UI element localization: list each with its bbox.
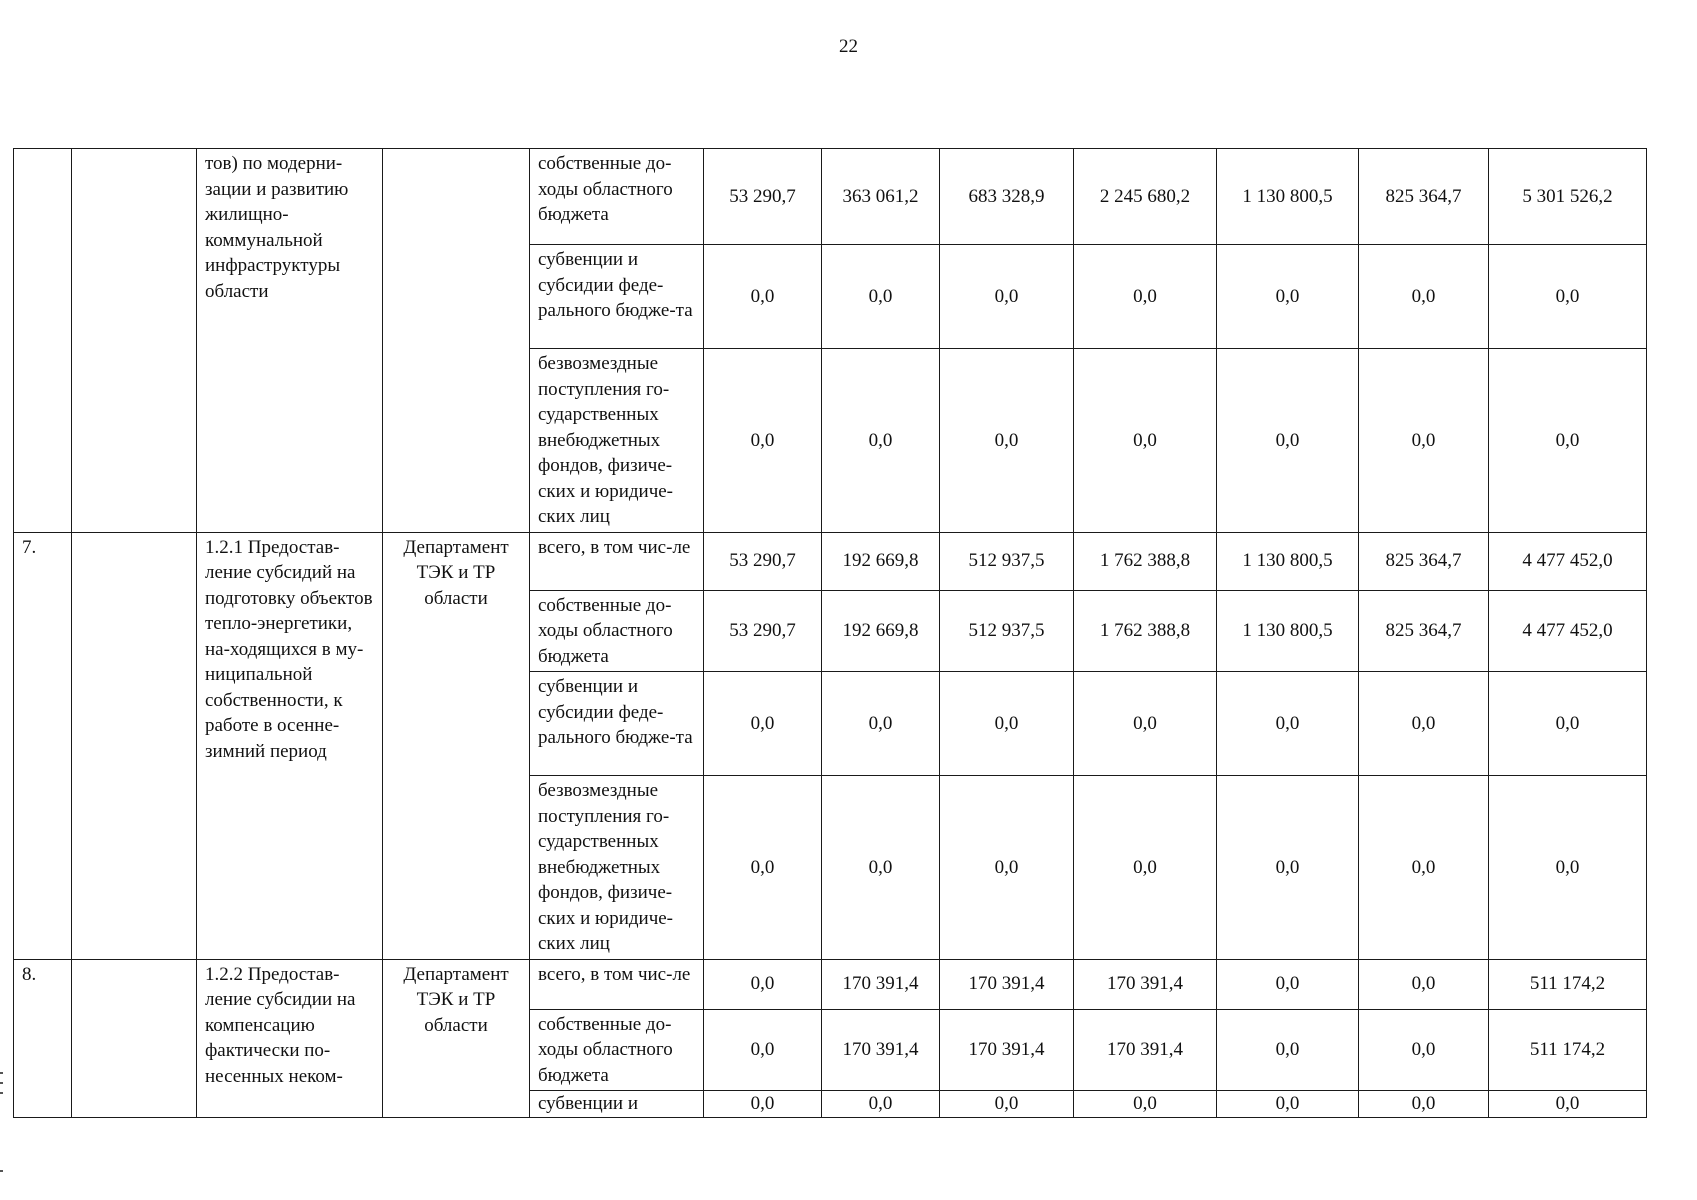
value-cell: 0,0 xyxy=(1217,1009,1359,1091)
value-cell: 1 130 800,5 xyxy=(1217,590,1359,672)
value-cell: 825 364,7 xyxy=(1359,532,1489,590)
value-cell: 170 391,4 xyxy=(1074,959,1217,1009)
scan-artifact xyxy=(0,1092,3,1094)
value-cell: 0,0 xyxy=(704,1009,822,1091)
value-cell: 53 290,7 xyxy=(704,590,822,672)
value-cell: 0,0 xyxy=(822,1091,940,1118)
value-cell: 1 762 388,8 xyxy=(1074,590,1217,672)
item-number: 7. xyxy=(14,532,72,959)
value-cell: 0,0 xyxy=(1074,349,1217,533)
value-cell: 192 669,8 xyxy=(822,590,940,672)
value-cell: 192 669,8 xyxy=(822,532,940,590)
value-cell: 0,0 xyxy=(822,776,940,960)
value-cell: 0,0 xyxy=(1217,776,1359,960)
value-cell: 0,0 xyxy=(704,349,822,533)
total-cell: 0,0 xyxy=(1489,672,1647,776)
funding-source-label: субвенции и xyxy=(530,1091,704,1118)
funding-source-label: субвенции и субсидии феде-рального бюдже-та xyxy=(530,672,704,776)
funding-source-label: субвенции и субсидии феде-рального бюдже-та xyxy=(530,245,704,349)
funding-source-label: собственные до-ходы областного бюджета xyxy=(530,149,704,245)
executor-cell xyxy=(383,149,530,533)
value-cell: 0,0 xyxy=(1074,776,1217,960)
funding-source-label: собственные до-ходы областного бюджета xyxy=(530,1009,704,1091)
funding-table xyxy=(13,148,1647,1118)
value-cell: 0,0 xyxy=(940,776,1074,960)
page-number: 22 xyxy=(839,36,858,57)
value-cell: 170 391,4 xyxy=(822,1009,940,1091)
value-cell: 0,0 xyxy=(1074,672,1217,776)
value-cell: 0,0 xyxy=(822,245,940,349)
total-cell: 0,0 xyxy=(1489,245,1647,349)
value-cell: 683 328,9 xyxy=(940,149,1074,245)
value-cell: 0,0 xyxy=(704,1091,822,1118)
value-cell: 0,0 xyxy=(1359,776,1489,960)
value-cell: 0,0 xyxy=(704,672,822,776)
total-cell: 4 477 452,0 xyxy=(1489,590,1647,672)
table-row xyxy=(14,149,1647,245)
total-cell: 0,0 xyxy=(1489,776,1647,960)
value-cell: 0,0 xyxy=(1074,245,1217,349)
total-cell: 4 477 452,0 xyxy=(1489,532,1647,590)
value-cell: 0,0 xyxy=(1217,245,1359,349)
value-cell: 0,0 xyxy=(1074,1091,1217,1118)
value-cell: 0,0 xyxy=(704,959,822,1009)
measure-description: 1.2.2 Предостав-ление субсидии на компенсацию фактически по-несенных неком- xyxy=(197,959,383,1117)
total-cell: 5 301 526,2 xyxy=(1489,149,1647,245)
scan-artifact xyxy=(0,1082,3,1084)
scan-artifact xyxy=(0,1170,3,1172)
value-cell: 512 937,5 xyxy=(940,590,1074,672)
value-cell: 825 364,7 xyxy=(1359,590,1489,672)
table-row xyxy=(14,959,1647,1009)
code-cell xyxy=(72,959,197,1117)
value-cell: 0,0 xyxy=(704,245,822,349)
code-cell xyxy=(72,532,197,959)
executor: Департамент ТЭК и ТР области xyxy=(383,959,530,1117)
total-cell: 511 174,2 xyxy=(1489,1009,1647,1091)
funding-source-label: безвозмездные поступления го-сударственных внебюджетных фондов, физиче-ских и юридиче-ских лиц xyxy=(530,349,704,533)
value-cell: 0,0 xyxy=(1217,349,1359,533)
value-cell: 170 391,4 xyxy=(822,959,940,1009)
value-cell: 825 364,7 xyxy=(1359,149,1489,245)
value-cell: 1 130 800,5 xyxy=(1217,149,1359,245)
value-cell: 170 391,4 xyxy=(1074,1009,1217,1091)
value-cell: 363 061,2 xyxy=(822,149,940,245)
funding-source-label: безвозмездные поступления го-сударственных внебюджетных фондов, физиче-ских и юридиче-ских лиц xyxy=(530,776,704,960)
measure-description: тов) по модерни-зации и развитию жилищно-коммунальной инфраструктуры области xyxy=(197,149,383,533)
code-cell xyxy=(72,149,197,533)
value-cell: 0,0 xyxy=(1359,1091,1489,1118)
value-cell: 0,0 xyxy=(940,672,1074,776)
value-cell: 1 762 388,8 xyxy=(1074,532,1217,590)
value-cell: 0,0 xyxy=(1359,349,1489,533)
value-cell: 0,0 xyxy=(1217,959,1359,1009)
value-cell: 2 245 680,2 xyxy=(1074,149,1217,245)
value-cell: 1 130 800,5 xyxy=(1217,532,1359,590)
total-cell: 0,0 xyxy=(1489,349,1647,533)
value-cell: 0,0 xyxy=(940,349,1074,533)
value-cell: 0,0 xyxy=(940,245,1074,349)
total-cell: 511 174,2 xyxy=(1489,959,1647,1009)
value-cell: 170 391,4 xyxy=(940,959,1074,1009)
value-cell: 0,0 xyxy=(940,1091,1074,1118)
value-cell: 0,0 xyxy=(1359,1009,1489,1091)
value-cell: 170 391,4 xyxy=(940,1009,1074,1091)
value-cell: 0,0 xyxy=(822,672,940,776)
value-cell: 512 937,5 xyxy=(940,532,1074,590)
value-cell: 0,0 xyxy=(822,349,940,533)
value-cell: 53 290,7 xyxy=(704,532,822,590)
scan-artifact xyxy=(0,1072,3,1074)
value-cell: 53 290,7 xyxy=(704,149,822,245)
value-cell: 0,0 xyxy=(1217,672,1359,776)
total-cell: 0,0 xyxy=(1489,1091,1647,1118)
value-cell: 0,0 xyxy=(1359,245,1489,349)
funding-source-label: всего, в том чис-ле xyxy=(530,959,704,1009)
value-cell: 0,0 xyxy=(1217,1091,1359,1118)
measure-description: 1.2.1 Предостав-ление субсидий на подготовку объектов тепло-энергетики, на-ходящихся в му-ниципальной собственности, к работе в осенне-зимний период xyxy=(197,532,383,959)
executor: Департамент ТЭК и ТР области xyxy=(383,532,530,959)
value-cell: 0,0 xyxy=(704,776,822,960)
item-number: 8. xyxy=(14,959,72,1117)
item-number-cell xyxy=(14,149,72,533)
value-cell: 0,0 xyxy=(1359,672,1489,776)
value-cell: 0,0 xyxy=(1359,959,1489,1009)
funding-source-label: всего, в том чис-ле xyxy=(530,532,704,590)
table-row xyxy=(14,532,1647,590)
funding-source-label: собственные до-ходы областного бюджета xyxy=(530,590,704,672)
